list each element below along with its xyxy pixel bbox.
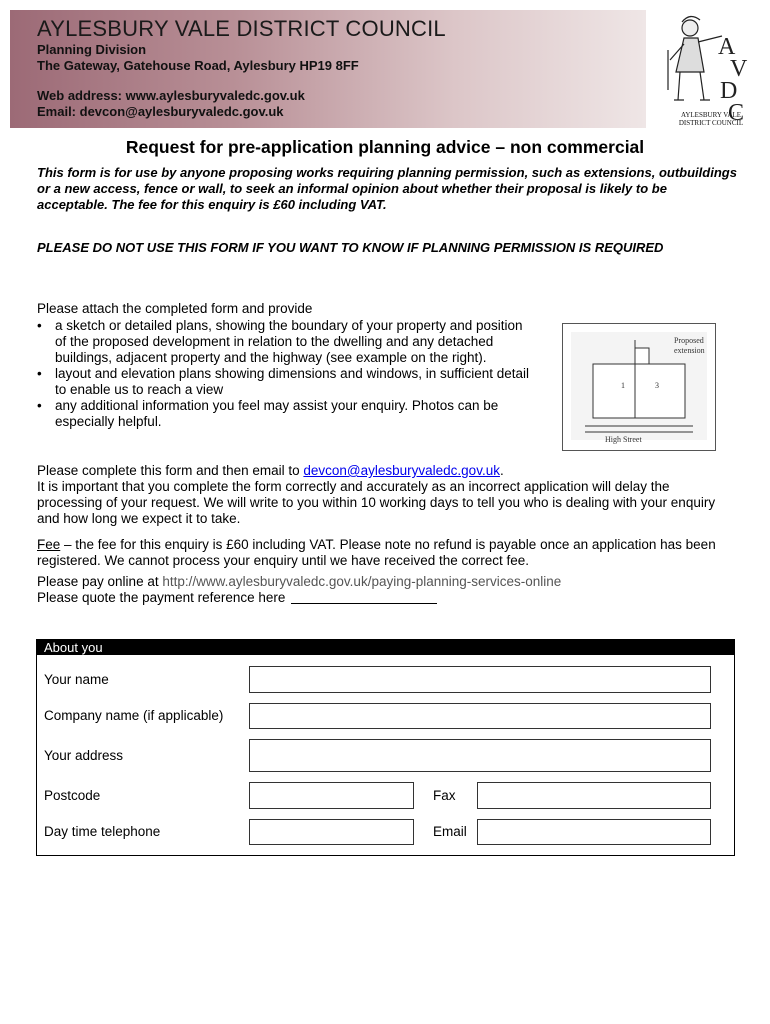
list-item: • layout and elevation plans showing dimensions and windows, in sufficient detail to enable us to reach a view <box>37 366 537 398</box>
attach-intro: Please attach the completed form and provide <box>37 301 313 316</box>
list-item: • any additional information you feel may assist your enquiry. Photos can be especially helpful. <box>37 398 537 430</box>
logo-letter-d: D <box>720 78 738 104</box>
fax-label: Fax <box>433 788 456 803</box>
company-name-field[interactable] <box>249 703 711 729</box>
logo-caption-line1: AYLESBURY VALE <box>680 111 742 119</box>
diagram-extension-label: extension <box>674 346 705 355</box>
fee-paragraph <box>37 537 737 569</box>
diagram-street-label: High Street <box>605 435 642 444</box>
about-you-form <box>36 639 735 856</box>
payment-url-link[interactable]: http://www.aylesburyvaledc.gov.uk/paying-planning-services-online <box>162 574 562 589</box>
intro-paragraph: This form is for use by anyone proposing works requiring planning permission, such as extensions, outbuildings or a new access, fence or wall, to seek an informal opinion about whether their proposal is likely to be acceptable. The fee for this enquiry is £60 including VAT. <box>37 165 737 212</box>
telephone-label: Day time telephone <box>44 824 161 839</box>
important-note: It is important that you complete the form correctly and accurately as an incorrect application will delay the processing of your request. We will write to you within 10 working days to tell you who is dealing with your enquiry and how long we expect it to take. <box>37 479 716 526</box>
email-field[interactable] <box>477 819 711 845</box>
logo-caption-line2: DISTRICT COUNCIL <box>678 119 744 127</box>
about-you-header: About you <box>37 640 734 655</box>
fax-field[interactable] <box>477 782 711 809</box>
logo-letter-v: V <box>730 56 748 82</box>
web-address: Web address: www.aylesburyvaledc.gov.uk <box>37 88 305 103</box>
attachment-list <box>37 318 537 430</box>
payment-paragraph <box>37 574 737 606</box>
postcode-field[interactable] <box>249 782 414 809</box>
complete-instructions <box>37 463 737 527</box>
logo-letter-a: A <box>718 34 736 60</box>
email-label: Email <box>433 824 467 839</box>
division-name: Planning Division <box>37 42 147 57</box>
warning-paragraph: PLEASE DO NOT USE THIS FORM IF YOU WANT TO KNOW IF PLANNING PERMISSION IS REQUIRED <box>37 240 664 255</box>
payment-reference-label: Please quote the payment reference here <box>37 590 286 605</box>
address-field[interactable] <box>249 739 711 772</box>
council-name: AYLESBURY VALE DISTRICT COUNCIL <box>37 16 446 41</box>
your-name-label: Your name <box>44 672 109 687</box>
address-label: Your address <box>44 748 124 763</box>
email-address: Email: devcon@aylesburyvaledc.gov.uk <box>37 104 284 119</box>
fee-text: – the fee for this enquiry is £60 including VAT. Please note no refund is payable once an application has been registered. We cannot process your enquiry until we have received the correct fee. <box>37 537 716 568</box>
diagram-proposed-label: Proposed <box>674 336 704 345</box>
council-address: The Gateway, Gatehouse Road, Aylesbury HP19 8FF <box>37 58 359 73</box>
payment-reference-field[interactable] <box>291 590 437 604</box>
postcode-label: Postcode <box>44 788 101 803</box>
company-name-label: Company name (if applicable) <box>44 708 224 723</box>
diagram-house-3: 3 <box>655 381 659 390</box>
telephone-field[interactable] <box>249 819 414 845</box>
devcon-email-link[interactable]: devcon@aylesburyvaledc.gov.uk <box>303 463 500 478</box>
fee-label: Fee <box>37 537 61 552</box>
example-site-plan <box>562 323 716 451</box>
council-header-banner <box>10 10 646 128</box>
diagram-house-1: 1 <box>621 381 625 390</box>
your-name-field[interactable] <box>249 666 711 693</box>
list-item: • a sketch or detailed plans, showing the boundary of your property and position of the proposed development in relation to the dwelling and any detached buildings, adjacent property and the highway (see example on the right). <box>37 318 537 366</box>
complete-prefix: Please complete this form and then email to <box>37 463 304 478</box>
complete-suffix: . <box>499 463 504 478</box>
page-title: Request for pre-application planning advice – non commercial <box>125 137 645 157</box>
pay-online-prefix: Please pay online at <box>37 574 163 589</box>
logo-letter-c: C <box>728 100 745 126</box>
